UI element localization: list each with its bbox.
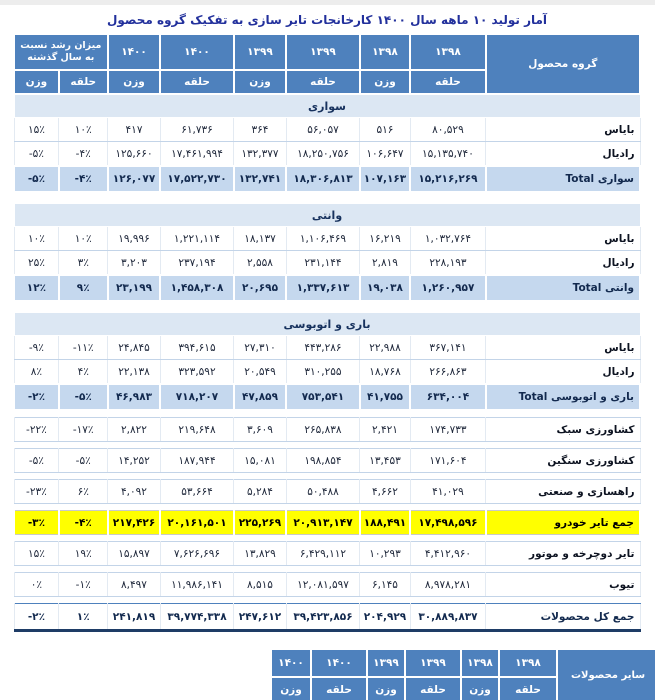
spacer-cell bbox=[14, 597, 640, 604]
cell-value: ۱۱,۹۸۶,۱۴۱ bbox=[160, 573, 233, 597]
ring-count-header: حلقه bbox=[311, 677, 367, 700]
header-year-row bbox=[271, 649, 655, 677]
cell-value: ۳۹,۷۷۴,۳۳۸ bbox=[160, 604, 233, 631]
cell-value: ۲۶۵,۸۳۸ bbox=[286, 418, 359, 442]
cell-value: ۱۸,۳۰۶,۸۱۳ bbox=[286, 166, 359, 192]
ring-count-header: حلقه bbox=[286, 70, 359, 94]
cell-value: ۱,۲۶۰,۹۵۷ bbox=[410, 275, 485, 301]
cell-value: ۲,۵۵۸ bbox=[234, 251, 287, 276]
cell-value: ۵۱۶ bbox=[360, 118, 411, 142]
total-row bbox=[14, 384, 640, 410]
cell-value: ۷۵۳,۵۴۱ bbox=[286, 384, 359, 410]
row-label: تایر دوچرخه و موتور bbox=[486, 542, 640, 566]
cell-value: -۳٪ bbox=[14, 511, 59, 535]
row-label: بایاس bbox=[486, 227, 640, 251]
table-row bbox=[14, 480, 640, 504]
cell-value: ۶٪ bbox=[59, 480, 108, 504]
cell-value: ۱۵,۱۳۵,۷۴۰ bbox=[410, 142, 485, 167]
cell-value: ۲۰,۵۴۹ bbox=[234, 360, 287, 385]
section-label: وانتی bbox=[14, 204, 640, 227]
table-row bbox=[14, 118, 640, 142]
ring-count-header: حلقه bbox=[59, 70, 108, 94]
cell-value: ۱,۱۰۶,۴۶۹ bbox=[286, 227, 359, 251]
cell-value: -۵٪ bbox=[59, 449, 108, 473]
cell-value: ۱۷,۵۲۲,۷۳۰ bbox=[160, 166, 233, 192]
spacer-row bbox=[14, 597, 640, 604]
cell-value: -۴٪ bbox=[59, 511, 108, 535]
cell-value: ۵۶,۰۵۷ bbox=[286, 118, 359, 142]
section-row bbox=[14, 204, 640, 227]
cell-value: ۸,۴۹۷ bbox=[108, 573, 161, 597]
spacer-row bbox=[14, 410, 640, 418]
cell-value: ۴۱۷ bbox=[108, 118, 161, 142]
cell-value: ۲۰,۱۶۱,۵۰۱ bbox=[160, 511, 233, 535]
table-row bbox=[14, 251, 640, 276]
cell-value: ۳۲۳,۵۹۲ bbox=[160, 360, 233, 385]
cell-value: ۱۹۸,۸۵۴ bbox=[286, 449, 359, 473]
cell-value: ۶,۴۲۹,۱۱۲ bbox=[286, 542, 359, 566]
cell-value: ۱۰٪ bbox=[59, 118, 108, 142]
table-row bbox=[14, 449, 640, 473]
report-title: آمار تولید ۱۰ ماهه سال ۱۴۰۰ کارخانجات تایر سازی به تفکیک گروه محصول bbox=[106, 13, 548, 27]
cell-value: ۳٪ bbox=[59, 251, 108, 276]
ring-count-header: حلقه bbox=[405, 677, 461, 700]
cell-value: ۵۳,۶۶۴ bbox=[160, 480, 233, 504]
spacer-row bbox=[14, 301, 640, 313]
cell-value: ۲۱۷,۴۲۶ bbox=[108, 511, 161, 535]
cell-value: -۵٪ bbox=[14, 449, 59, 473]
cell-value: ۲۰,۹۱۳,۱۴۷ bbox=[286, 511, 359, 535]
cell-value: ۳۰,۸۸۹,۸۳۷ bbox=[410, 604, 485, 631]
row-label: بایاس bbox=[486, 118, 640, 142]
grand-total-row bbox=[14, 604, 640, 631]
section-row bbox=[14, 313, 640, 336]
cell-value: ۲۳,۱۹۹ bbox=[108, 275, 161, 301]
cell-value: -۲٪ bbox=[14, 604, 59, 631]
cell-value: ۴۱,۷۵۵ bbox=[360, 384, 411, 410]
cell-value: ۱۹٪ bbox=[59, 542, 108, 566]
cell-value: ۱۵,۲۱۶,۲۶۹ bbox=[410, 166, 485, 192]
cell-value: -۲۲٪ bbox=[14, 418, 59, 442]
cell-value: ۸٪ bbox=[14, 360, 59, 385]
table-row bbox=[14, 360, 640, 385]
row-label: راهسازی و صنعتی bbox=[486, 480, 640, 504]
spacer-cell bbox=[14, 473, 640, 480]
cell-value: ۲۰۴,۹۲۹ bbox=[360, 604, 411, 631]
cell-value: ۵۰,۴۸۸ bbox=[286, 480, 359, 504]
cell-value: ۲۴۷,۶۱۲ bbox=[234, 604, 287, 631]
cell-value: ۱۰٪ bbox=[59, 227, 108, 251]
cell-value: ۱,۰۳۲,۷۶۴ bbox=[410, 227, 485, 251]
cell-value: ۴٪ bbox=[59, 360, 108, 385]
table-row bbox=[14, 418, 640, 442]
cell-value: ۴۷,۸۵۹ bbox=[234, 384, 287, 410]
cell-value: -۵٪ bbox=[59, 384, 108, 410]
cell-value: ۳,۶۰۹ bbox=[234, 418, 287, 442]
cell-value: ۷,۶۲۶,۶۹۶ bbox=[160, 542, 233, 566]
cell-value: ۱٪ bbox=[59, 604, 108, 631]
cell-value: ۴,۶۶۲ bbox=[360, 480, 411, 504]
cell-value: ۱۲,۰۸۱,۵۹۷ bbox=[286, 573, 359, 597]
year-header: ۱۳۹۹ bbox=[367, 649, 405, 677]
weight-header: وزن bbox=[367, 677, 405, 700]
cell-value: ۰٪ bbox=[14, 573, 59, 597]
table-row bbox=[14, 142, 640, 167]
year-header: ۱۳۹۸ bbox=[410, 34, 485, 70]
cell-value: ۱۸۷,۹۴۴ bbox=[160, 449, 233, 473]
section-label: باری و اتوبوسی bbox=[14, 313, 640, 336]
row-label: Total باری و اتوبوسی bbox=[486, 384, 640, 410]
cell-value: ۴۱,۰۲۹ bbox=[410, 480, 485, 504]
cell-value: ۲۷,۳۱۰ bbox=[234, 336, 287, 360]
spacer-cell bbox=[14, 410, 640, 418]
cell-value: ۲۲,۱۳۸ bbox=[108, 360, 161, 385]
cell-value: ۱۲۵,۶۶۰ bbox=[108, 142, 161, 167]
year-header: ۱۳۹۹ bbox=[405, 649, 461, 677]
cell-value: ۲,۸۱۹ bbox=[360, 251, 411, 276]
cell-value: -۱٪ bbox=[59, 573, 108, 597]
cell-value: ۸,۹۷۸,۲۸۱ bbox=[410, 573, 485, 597]
product-group-header: گروه محصول bbox=[486, 34, 640, 94]
ring-count-header: حلقه bbox=[410, 70, 485, 94]
table-row bbox=[14, 227, 640, 251]
ring-count-header: حلقه bbox=[160, 70, 233, 94]
cell-value: -۲٪ bbox=[14, 384, 59, 410]
cell-value: ۱۵٪ bbox=[14, 118, 59, 142]
other-products-table-header bbox=[271, 649, 655, 700]
weight-header: وزن bbox=[14, 70, 59, 94]
cell-value: ۲۱۹,۶۴۸ bbox=[160, 418, 233, 442]
other-products-table bbox=[270, 648, 655, 700]
total-row bbox=[14, 166, 640, 192]
cell-value: ۲۲۸,۱۹۳ bbox=[410, 251, 485, 276]
cell-value: -۴٪ bbox=[59, 166, 108, 192]
weight-header: وزن bbox=[360, 70, 411, 94]
cell-value: ۲۶۶,۸۶۳ bbox=[410, 360, 485, 385]
cell-value: ۴۴۳,۲۸۶ bbox=[286, 336, 359, 360]
cell-value: ۳,۲۰۳ bbox=[108, 251, 161, 276]
cell-value: ۱۹,۰۳۸ bbox=[360, 275, 411, 301]
cell-value: ۱۲٪ bbox=[14, 275, 59, 301]
weight-header: وزن bbox=[461, 677, 499, 700]
cell-value: ۱۳,۴۵۳ bbox=[360, 449, 411, 473]
cell-value: ۱۴,۲۵۲ bbox=[108, 449, 161, 473]
cell-value: ۴,۴۱۲,۹۶۰ bbox=[410, 542, 485, 566]
cell-value: ۱۰۶,۶۴۷ bbox=[360, 142, 411, 167]
cell-value: ۳۹۴,۶۱۵ bbox=[160, 336, 233, 360]
spacer-cell bbox=[14, 566, 640, 573]
cell-value: ۸,۵۱۵ bbox=[234, 573, 287, 597]
cell-value: ۶,۱۴۵ bbox=[360, 573, 411, 597]
spacer-cell bbox=[14, 442, 640, 449]
cell-value: ۲,۸۲۲ bbox=[108, 418, 161, 442]
row-label: رادیال bbox=[486, 142, 640, 167]
cell-value: ۱,۳۳۷,۶۱۳ bbox=[286, 275, 359, 301]
cell-value: ۱۹,۹۹۶ bbox=[108, 227, 161, 251]
row-label: Total وانتی bbox=[486, 275, 640, 301]
cell-value: -۹٪ bbox=[14, 336, 59, 360]
cell-value: ۱۸,۲۵۰,۷۵۶ bbox=[286, 142, 359, 167]
cell-value: -۲۳٪ bbox=[14, 480, 59, 504]
row-label: کشاورزی سنگین bbox=[486, 449, 640, 473]
cell-value: ۱۷,۴۹۸,۵۹۶ bbox=[410, 511, 485, 535]
cell-value: ۴,۰۹۲ bbox=[108, 480, 161, 504]
cell-value: ۲۴,۸۴۵ bbox=[108, 336, 161, 360]
cell-value: ۳۶۷,۱۴۱ bbox=[410, 336, 485, 360]
spacer-row bbox=[14, 442, 640, 449]
row-label: جمع کل محصولات bbox=[486, 604, 640, 631]
row-label: کشاورزی سبک bbox=[486, 418, 640, 442]
section-label: سواری bbox=[14, 94, 640, 118]
spacer-row bbox=[14, 473, 640, 480]
table-row bbox=[14, 542, 640, 566]
cell-value: ۱۳۲,۳۷۷ bbox=[234, 142, 287, 167]
spacer-cell bbox=[14, 535, 640, 542]
cell-value: ۱۳,۸۲۹ bbox=[234, 542, 287, 566]
spacer-cell bbox=[14, 504, 640, 511]
total-row bbox=[14, 275, 640, 301]
cell-value: ۱۷۱,۶۰۴ bbox=[410, 449, 485, 473]
growth-vs-last-year-header: میزان رشد نسبت به سال گذشته bbox=[14, 34, 108, 70]
cell-value: ۱۰۷,۱۶۳ bbox=[360, 166, 411, 192]
row-label: رادیال bbox=[486, 360, 640, 385]
cell-value: ۱۷۴,۷۳۳ bbox=[410, 418, 485, 442]
cell-value: -۵٪ bbox=[14, 166, 59, 192]
cell-value: ۵,۲۸۴ bbox=[234, 480, 287, 504]
year-header: ۱۴۰۰ bbox=[108, 34, 161, 70]
cell-value: ۱۲۶,۰۷۷ bbox=[108, 166, 161, 192]
year-header: ۱۳۹۹ bbox=[234, 34, 287, 70]
cell-value: ۱۷,۴۶۱,۹۹۴ bbox=[160, 142, 233, 167]
cell-value: ۱,۲۲۱,۱۱۴ bbox=[160, 227, 233, 251]
cell-value: ۳۹,۴۲۳,۸۵۶ bbox=[286, 604, 359, 631]
spacer-row bbox=[14, 504, 640, 511]
cell-value: ۱۵,۰۸۱ bbox=[234, 449, 287, 473]
weight-header: وزن bbox=[234, 70, 287, 94]
cell-value: -۱۱٪ bbox=[59, 336, 108, 360]
year-header: ۱۳۹۸ bbox=[360, 34, 411, 70]
cell-value: ۱۸,۱۳۷ bbox=[234, 227, 287, 251]
cell-value: ۶۱,۷۳۶ bbox=[160, 118, 233, 142]
year-header: ۱۳۹۸ bbox=[461, 649, 499, 677]
production-table-body bbox=[14, 94, 640, 631]
cell-value: ۱۰,۲۹۳ bbox=[360, 542, 411, 566]
header-year-row bbox=[14, 34, 640, 70]
cell-value: -۴٪ bbox=[59, 142, 108, 167]
table-row bbox=[14, 336, 640, 360]
cell-value: ۱۸۸,۴۹۱ bbox=[360, 511, 411, 535]
year-header: ۱۳۹۸ bbox=[499, 649, 557, 677]
cell-value: ۴۶,۹۸۳ bbox=[108, 384, 161, 410]
spacer-cell bbox=[14, 192, 640, 204]
vehicle-tires-total-row bbox=[14, 511, 640, 535]
cell-value: ۱,۴۵۸,۳۰۸ bbox=[160, 275, 233, 301]
section-row bbox=[14, 94, 640, 118]
cell-value: ۲۴۱,۸۱۹ bbox=[108, 604, 161, 631]
ring-count-header: حلقه bbox=[499, 677, 557, 700]
cell-value: ۶۳۴,۰۰۴ bbox=[410, 384, 485, 410]
cell-value: ۱۵,۸۹۷ bbox=[108, 542, 161, 566]
cell-value: ۱۵٪ bbox=[14, 542, 59, 566]
cell-value: ۱۶,۲۱۹ bbox=[360, 227, 411, 251]
spacer-row bbox=[14, 535, 640, 542]
cell-value: -۱۷٪ bbox=[59, 418, 108, 442]
row-label: بایاس bbox=[486, 336, 640, 360]
year-header: ۱۴۰۰ bbox=[311, 649, 367, 677]
cell-value: ۷۱۸,۲۰۷ bbox=[160, 384, 233, 410]
cell-value: ۲۲۵,۲۶۹ bbox=[234, 511, 287, 535]
cell-value: ۹٪ bbox=[59, 275, 108, 301]
cell-value: ۲۵٪ bbox=[14, 251, 59, 276]
product-group-header: سایر محصولات bbox=[557, 649, 655, 700]
cell-value: ۸۰,۵۲۹ bbox=[410, 118, 485, 142]
cell-value: ۲۳۷,۱۹۴ bbox=[160, 251, 233, 276]
cell-value: ۲۲,۹۸۸ bbox=[360, 336, 411, 360]
cell-value: ۱۰٪ bbox=[14, 227, 59, 251]
production-table bbox=[13, 33, 641, 632]
weight-header: وزن bbox=[271, 677, 311, 700]
row-label: Total سواری bbox=[486, 166, 640, 192]
table-row bbox=[14, 573, 640, 597]
cell-value: ۱۸,۷۶۸ bbox=[360, 360, 411, 385]
row-label: تیوب bbox=[486, 573, 640, 597]
year-header: ۱۳۹۹ bbox=[286, 34, 359, 70]
spacer-row bbox=[14, 192, 640, 204]
production-table-header bbox=[14, 34, 640, 94]
row-label: رادیال bbox=[486, 251, 640, 276]
year-header: ۱۴۰۰ bbox=[271, 649, 311, 677]
row-label: جمع تایر خودرو bbox=[486, 511, 640, 535]
cell-value: ۲۰,۶۹۵ bbox=[234, 275, 287, 301]
year-header: ۱۴۰۰ bbox=[160, 34, 233, 70]
spacer-row bbox=[14, 566, 640, 573]
cell-value: ۲۳۱,۱۴۴ bbox=[286, 251, 359, 276]
spacer-cell bbox=[14, 301, 640, 313]
cell-value: ۳۶۴ bbox=[234, 118, 287, 142]
cell-value: ۳۱۰,۲۵۵ bbox=[286, 360, 359, 385]
cell-value: -۵٪ bbox=[14, 142, 59, 167]
cell-value: ۲,۴۲۱ bbox=[360, 418, 411, 442]
cell-value: ۱۳۲,۷۴۱ bbox=[234, 166, 287, 192]
weight-header: وزن bbox=[108, 70, 161, 94]
top-border-strip bbox=[0, 0, 655, 5]
